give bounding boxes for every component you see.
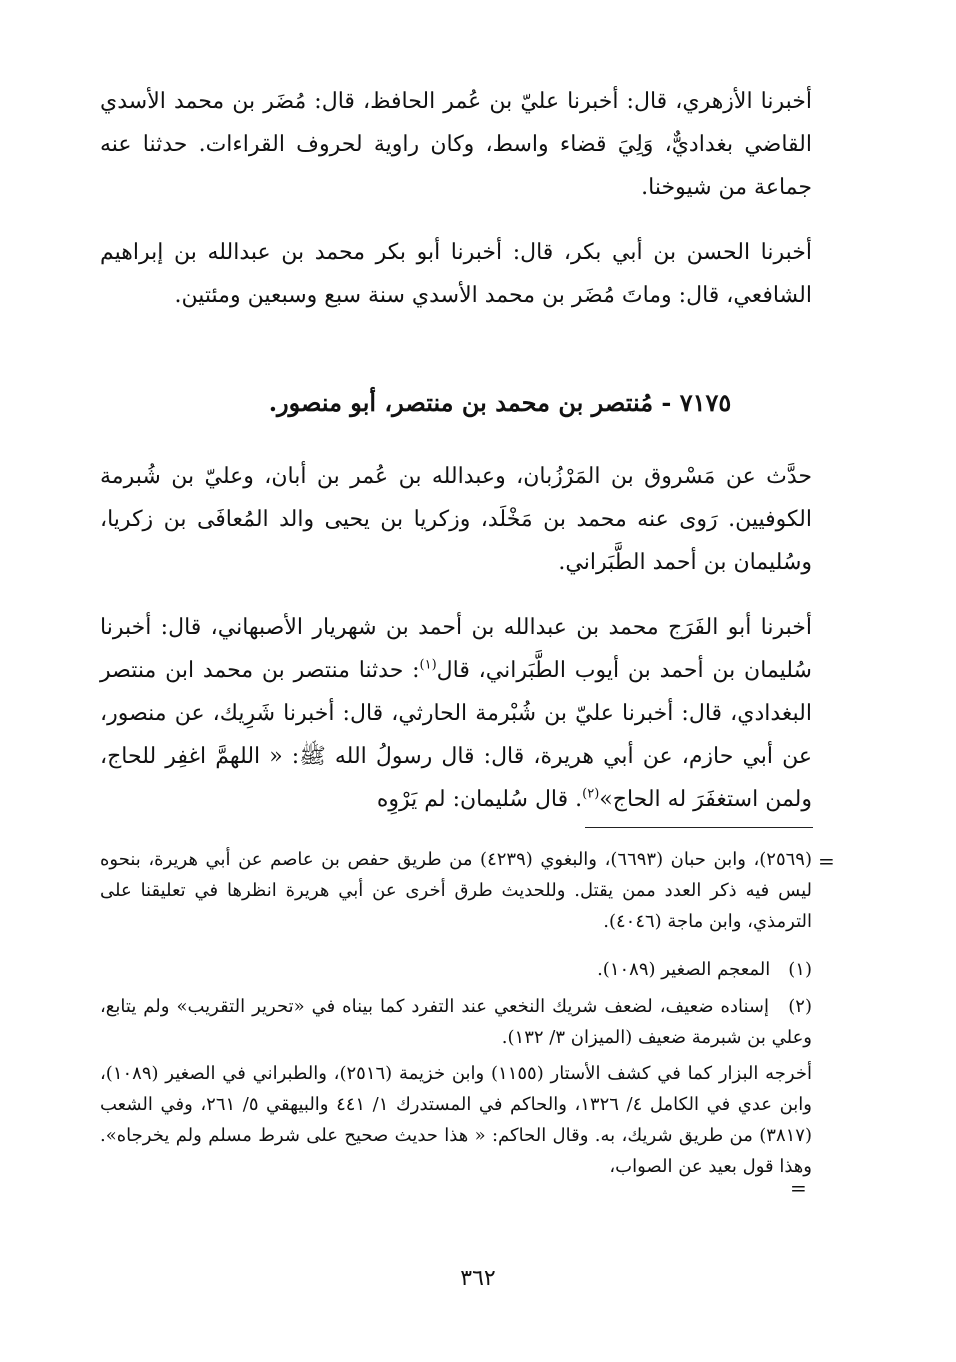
entry-paragraph-1: حدَّث عن مَسْروق بن المَرْزُبان، وعبدالله بن عُمر بن أبان، وعليّ بن شُبرمة الكوفيين. رَوى عنه محمد بن مَخْلَد، وزكريا بن يحيى والد المُعافَى بن زكريا، وسُليمان بن أحمد الطَّبَراني.: [100, 464, 812, 575]
entry-heading: ٧١٧٥ - مُنتصر بن محمد بن منتصر، أبو منصور.: [268, 388, 732, 417]
entry-paragraph-2-part1: أخبرنا أبو الفَرَج محمد بن عبدالله بن أحمد بن شهريار الأصبهاني، قال: أخبرنا سُليمان بن أحمد بن أيوب الطَّبَراني، قال: [100, 615, 812, 683]
footnote-1: [100, 954, 812, 985]
footnote-1-text: المعجم الصغير (١٠٨٩).: [597, 959, 771, 980]
footnote-2-continued: أخرجه البزار كما في كشف الأستار (١١٥٥) وابن خزيمة (٢٥١٦)، والطبراني في الصغير (١٠٨٩)، وابن عدي في الكامل ٤/ ١٣٢٦، والحاكم في المستدرك ١/ ٤٤١ والبيهقي ٥/ ٢٦١، وفي الشعب (٣٨١٧) من طريق شريك، به. وقال الحاكم: « هذا حديث صحيح على شرط مسلم ولم يخرجاه». وهذا قول بعيد عن الصواب،: [100, 1063, 812, 1177]
footnote-continuation-mark-bottom: =: [790, 1176, 807, 1200]
page-number: ٣٦٢: [460, 1266, 496, 1291]
paragraph-1: أخبرنا الأزهري، قال: أخبرنا عليّ بن عُمر الحافظ، قال: مُضَر بن محمد الأسدي القاضي بغداديٌّ، وَلِيَ قضاء واسط، وكان راوية لحروف القراءات. حدثنا عنه جماعة من شيوخنا.: [100, 89, 812, 200]
entry-paragraph-2: [100, 606, 812, 821]
footnote-separator: [585, 827, 813, 828]
footnote-2-number: (٢): [788, 996, 812, 1017]
footnote-ref-1: (١): [419, 657, 437, 673]
footnote-2: [100, 991, 812, 1053]
footnote-continuation-mark-top: =: [818, 849, 835, 873]
footnote-2-text: إسناده ضعيف، لضعف شريك النخعي عند التفرد كما بيناه في «تحرير التقريب» ولم يتابع، وعلي بن شبرمة ضعيف (الميزان ٣/ ١٣٢).: [100, 996, 812, 1048]
footnote-ref-2: (٢): [582, 786, 600, 802]
footnote-continued: (٢٥٦٩)، وابن حبان (٦٦٩٣)، والبغوي (٤٢٣٩) من طريق حفص بن عاصم عن أبي هريرة، بنحوه ليس فيه ذكر العدد ممن يقتل. وللحديث طرق أخرى عن أبي هريرة انظرها في تعليقنا على الترمذي، وابن ماجة (٤٠٤٦).: [100, 849, 812, 932]
paragraph-2: أخبرنا الحسن بن أبي بكر، قال: أخبرنا أبو بكر محمد بن عبدالله بن إبراهيم الشافعي، قال: وماتَ مُضَر بن محمد الأسدي سنة سبع وسبعين ومئتين.: [100, 240, 812, 308]
footnote-1-number: (١): [788, 959, 812, 980]
entry-paragraph-2-part2: : حدثنا منتصر بن محمد ابن منتصر البغدادي، قال: أخبرنا عليّ بن شُبْرمة الحارثي، قال: أخبرنا شَرِيك، عن منصور، عن أبي حازم، عن أبي هريرة، قال: قال رسولُ الله ﷺ: « اللهمَّ اغفِر للحاج، ولمن استغفَرَ له الحاج»: [100, 658, 812, 812]
entry-paragraph-2-part3: . قال سُليمان: لم يَرْوِه: [376, 787, 583, 812]
